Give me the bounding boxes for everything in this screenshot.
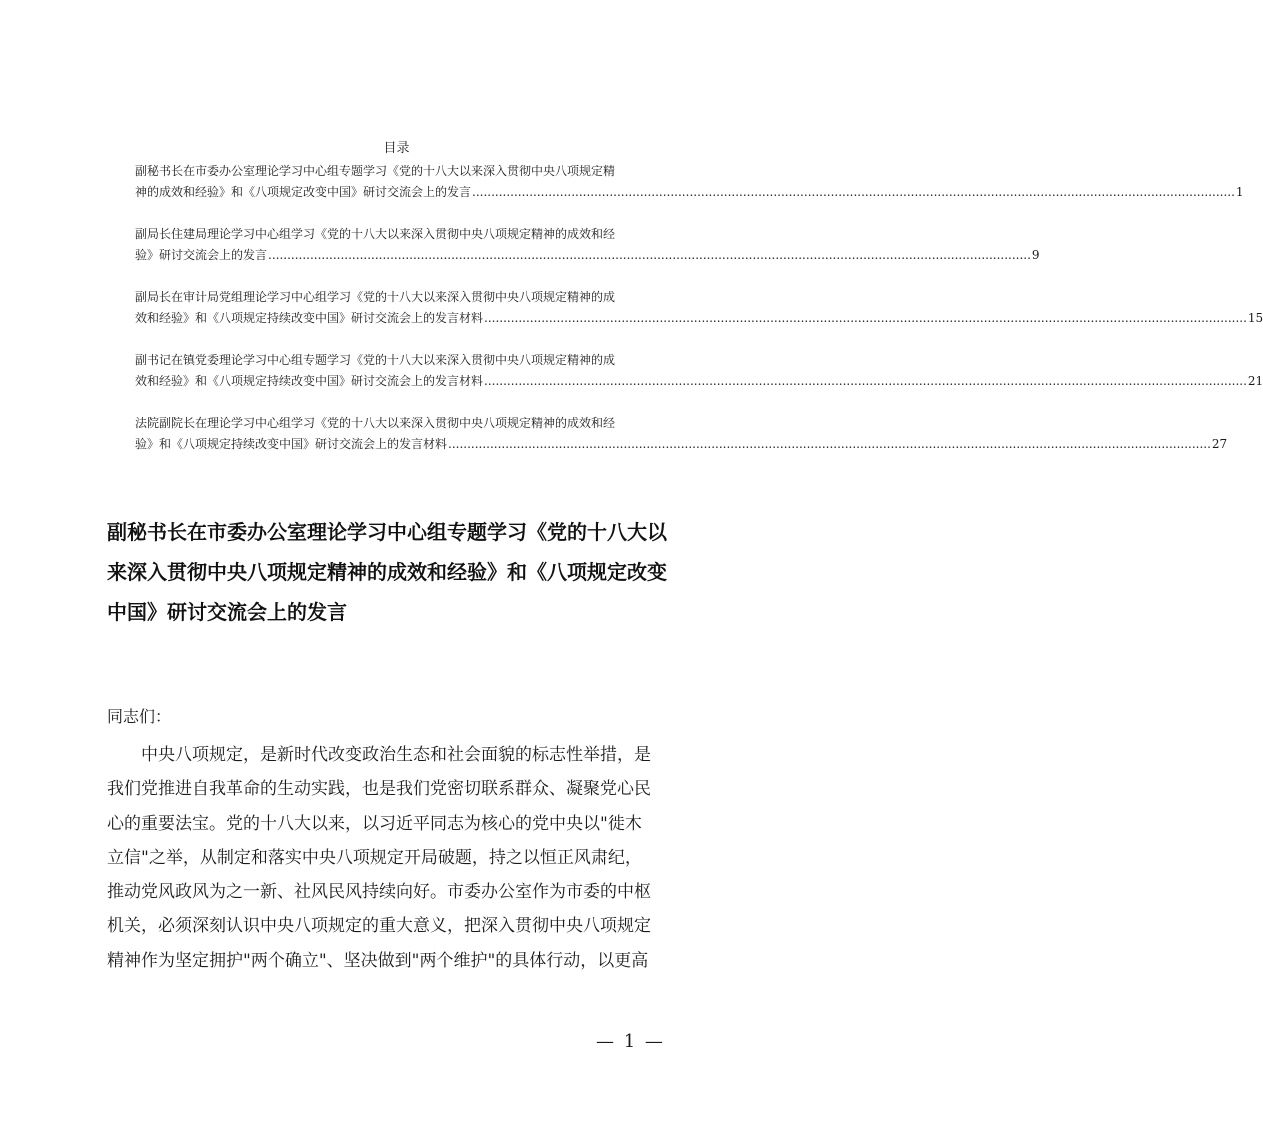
toc-entry-line1: 法院副院长在理论学习中心组学习《党的十八大以来深入贯彻中央八项规定精神的成效和经	[135, 416, 616, 430]
toc-entry-line2	[135, 245, 1040, 266]
body-line: 我们党推进自我革命的生动实践，也是我们党密切联系群众、凝聚党心民	[107, 779, 651, 800]
article-title-line: 来深入贯彻中央八项规定精神的成效和经验》和《八项规定改变	[107, 560, 667, 584]
toc-entry-line2	[135, 371, 1263, 392]
toc-entry-page: 15	[1247, 311, 1263, 325]
toc-entry-line2-text: 验》和《八项规定持续改变中国》研讨交流会上的发言材料	[135, 437, 448, 451]
table-of-contents	[135, 161, 1263, 476]
toc-title: 目录	[383, 141, 410, 156]
toc-dot-leader: ........................................................................................................................................................................................................	[472, 185, 1235, 199]
greeting: 同志们：	[107, 707, 172, 726]
article-title-line: 中国》研讨交流会上的发言	[107, 600, 347, 624]
page-number: — 1 —	[596, 1031, 665, 1052]
article-title	[107, 512, 697, 632]
toc-entry-line1: 副秘书长在市委办公室理论学习中心组专题学习《党的十八大以来深入贯彻中央八项规定精	[135, 164, 616, 178]
article-body	[107, 738, 697, 978]
toc-entry[interactable]	[135, 350, 1263, 392]
toc-dot-leader: ........................................................................................................................................................................................................	[484, 374, 1247, 388]
toc-entry-page: 21	[1247, 374, 1263, 388]
toc-entry-line2	[135, 182, 1244, 203]
toc-entry-page: 1	[1235, 185, 1244, 199]
toc-entry[interactable]	[135, 224, 1040, 266]
body-line: 心的重要法宝。党的十八大以来，以习近平同志为核心的党中央以"徙木	[107, 813, 642, 834]
toc-entry-line1: 副局长住建局理论学习中心组学习《党的十八大以来深入贯彻中央八项规定精神的成效和经	[135, 227, 616, 241]
body-line: 推动党风政风为之一新、社风民风持续向好。市委办公室作为市委的中枢	[107, 882, 651, 903]
toc-entry[interactable]	[135, 413, 1228, 455]
body-line: 立信"之举，从制定和落实中央八项规定开局破题，持之以恒正风肃纪，	[107, 847, 642, 868]
body-line: 中央八项规定，是新时代改变政治生态和社会面貌的标志性举措，是	[141, 745, 651, 765]
toc-entry-line2	[135, 434, 1228, 455]
toc-dot-leader: ........................................................................................................................................................................................................	[484, 311, 1247, 325]
toc-dot-leader: ........................................................................................................................................................................................................	[448, 437, 1211, 451]
toc-entry-line2-text: 神的成效和经验》和《八项规定改变中国》研讨交流会上的发言	[135, 185, 472, 199]
toc-entry-page: 27	[1211, 437, 1228, 451]
body-line: 精神作为坚定拥护"两个确立"、坚决做到"两个维护"的具体行动，以更高	[107, 950, 649, 971]
toc-dot-leader: ........................................................................................................................................................................................................	[268, 248, 1031, 262]
toc-entry-line2-text: 验》研讨交流会上的发言	[135, 248, 268, 262]
toc-entry-line1: 副局长在审计局党组理论学习中心组学习《党的十八大以来深入贯彻中央八项规定精神的成	[135, 290, 616, 304]
toc-entry-line2	[135, 308, 1263, 329]
toc-entry-line1: 副书记在镇党委理论学习中心组专题学习《党的十八大以来深入贯彻中央八项规定精神的成	[135, 353, 616, 367]
article-title-line: 副秘书长在市委办公室理论学习中心组专题学习《党的十八大以	[107, 520, 667, 544]
toc-entry[interactable]	[135, 161, 1244, 203]
toc-entry-page: 9	[1031, 248, 1040, 262]
body-line: 机关，必须深刻认识中央八项规定的重大意义，把深入贯彻中央八项规定	[107, 916, 651, 937]
toc-entry-line2-text: 效和经验》和《八项规定持续改变中国》研讨交流会上的发言材料	[135, 311, 484, 325]
toc-entry[interactable]	[135, 287, 1263, 329]
toc-entry-line2-text: 效和经验》和《八项规定持续改变中国》研讨交流会上的发言材料	[135, 374, 484, 388]
